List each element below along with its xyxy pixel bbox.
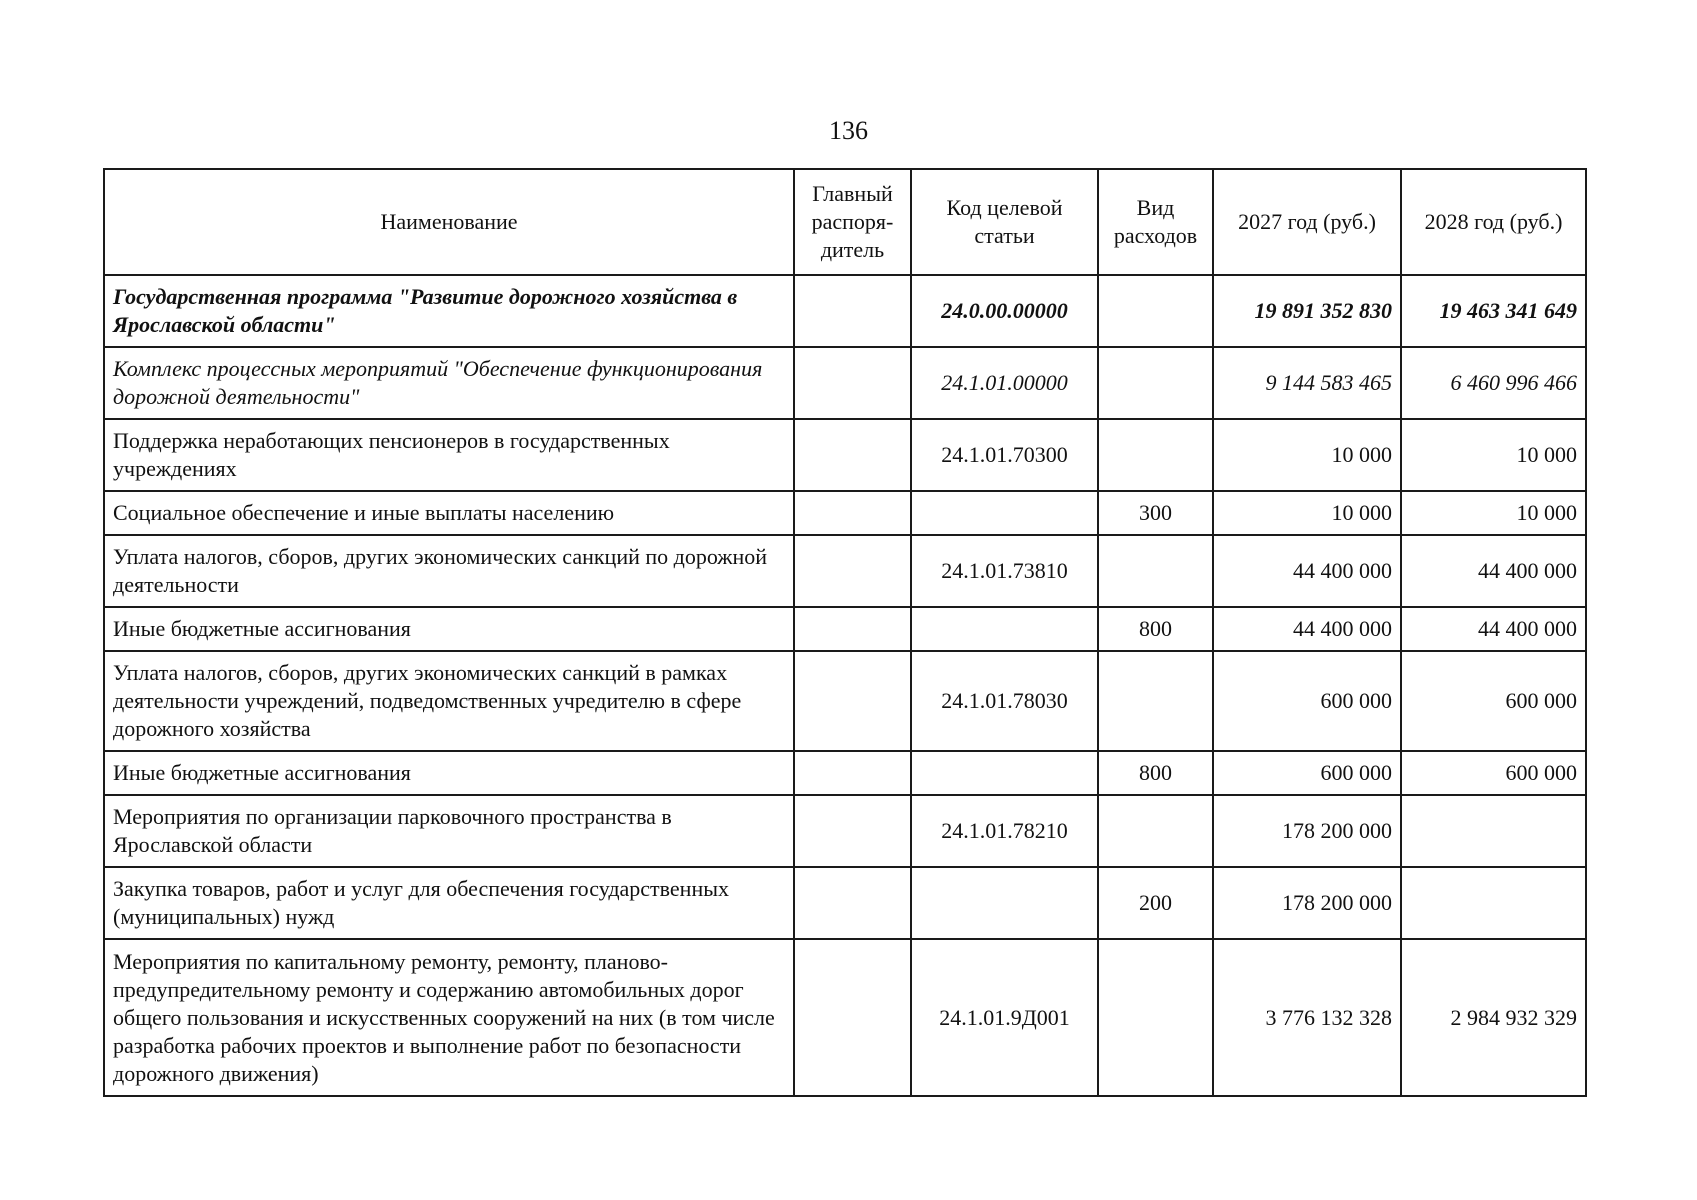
table-row [104, 607, 1586, 651]
cell-manager [794, 491, 911, 535]
table-row [104, 651, 1586, 751]
header-type: Вид расходов [1098, 169, 1213, 275]
cell-2027: 10 000 [1213, 419, 1401, 491]
cell-type: 800 [1098, 607, 1213, 651]
page-number: 136 [829, 116, 868, 145]
header-name: Наименование [104, 169, 794, 275]
cell-code: 24.1.01.00000 [911, 347, 1098, 419]
cell-2028: 6 460 996 466 [1401, 347, 1586, 419]
cell-type [1098, 275, 1213, 347]
cell-manager [794, 867, 911, 939]
cell-manager [794, 795, 911, 867]
cell-manager [794, 275, 911, 347]
cell-manager [794, 651, 911, 751]
cell-code [911, 751, 1098, 795]
cell-2027: 600 000 [1213, 751, 1401, 795]
table-row [104, 275, 1586, 347]
cell-name: Мероприятия по капитальному ремонту, ремонту, планово-предупредительному ремонту и содержанию автомобильных дорог общего пользования и искусственных сооружений на них (в том числе разработка рабочих проектов и выполнение работ по безопасности дорожного движения) [104, 939, 794, 1096]
cell-type [1098, 939, 1213, 1096]
cell-2027: 178 200 000 [1213, 795, 1401, 867]
cell-name: Социальное обеспечение и иные выплаты населению [104, 491, 794, 535]
table-row [104, 347, 1586, 419]
cell-2028: 44 400 000 [1401, 535, 1586, 607]
cell-type [1098, 347, 1213, 419]
cell-name: Закупка товаров, работ и услуг для обеспечения государственных (муниципальных) нужд [104, 867, 794, 939]
cell-name: Уплата налогов, сборов, других экономических санкций по дорожной деятельности [104, 535, 794, 607]
cell-type [1098, 651, 1213, 751]
cell-2027: 9 144 583 465 [1213, 347, 1401, 419]
table-row [104, 795, 1586, 867]
cell-2027: 3 776 132 328 [1213, 939, 1401, 1096]
cell-type [1098, 419, 1213, 491]
cell-type [1098, 795, 1213, 867]
cell-manager [794, 939, 911, 1096]
cell-manager [794, 607, 911, 651]
header-2027: 2027 год (руб.) [1213, 169, 1401, 275]
cell-code: 24.1.01.73810 [911, 535, 1098, 607]
table-row [104, 939, 1586, 1096]
cell-2028: 10 000 [1401, 419, 1586, 491]
cell-code [911, 867, 1098, 939]
cell-2028: 2 984 932 329 [1401, 939, 1586, 1096]
cell-code [911, 607, 1098, 651]
cell-2028: 10 000 [1401, 491, 1586, 535]
cell-name: Поддержка неработающих пенсионеров в государственных учреждениях [104, 419, 794, 491]
cell-type: 200 [1098, 867, 1213, 939]
cell-2028: 44 400 000 [1401, 607, 1586, 651]
cell-name: Комплекс процессных мероприятий "Обеспечение функционирования дорожной деятельности" [104, 347, 794, 419]
cell-manager [794, 419, 911, 491]
cell-2027: 178 200 000 [1213, 867, 1401, 939]
cell-type: 800 [1098, 751, 1213, 795]
table-row [104, 419, 1586, 491]
cell-2027: 44 400 000 [1213, 607, 1401, 651]
header-code: Код целевой статьи [911, 169, 1098, 275]
cell-2027: 19 891 352 830 [1213, 275, 1401, 347]
cell-manager [794, 751, 911, 795]
cell-code [911, 491, 1098, 535]
cell-name: Мероприятия по организации парковочного пространства в Ярославской области [104, 795, 794, 867]
cell-2027: 44 400 000 [1213, 535, 1401, 607]
header-2028: 2028 год (руб.) [1401, 169, 1586, 275]
cell-type: 300 [1098, 491, 1213, 535]
cell-code: 24.1.01.70300 [911, 419, 1098, 491]
table-row [104, 491, 1586, 535]
table-row [104, 751, 1586, 795]
cell-type [1098, 535, 1213, 607]
cell-2028 [1401, 867, 1586, 939]
cell-2027: 10 000 [1213, 491, 1401, 535]
table-row [104, 867, 1586, 939]
table-header-row [104, 169, 1586, 275]
cell-manager [794, 347, 911, 419]
table-row [104, 535, 1586, 607]
cell-name: Государственная программа "Развитие дорожного хозяйства в Ярославской области" [104, 275, 794, 347]
cell-2028: 19 463 341 649 [1401, 275, 1586, 347]
cell-code: 24.1.01.78210 [911, 795, 1098, 867]
cell-manager [794, 535, 911, 607]
cell-2028: 600 000 [1401, 751, 1586, 795]
cell-code: 24.1.01.9Д001 [911, 939, 1098, 1096]
budget-table [103, 168, 1587, 1097]
cell-name: Иные бюджетные ассигнования [104, 751, 794, 795]
cell-code: 24.1.01.78030 [911, 651, 1098, 751]
cell-name: Иные бюджетные ассигнования [104, 607, 794, 651]
cell-2028 [1401, 795, 1586, 867]
cell-2027: 600 000 [1213, 651, 1401, 751]
cell-code: 24.0.00.00000 [911, 275, 1098, 347]
header-manager: Главный распоря-дитель [794, 169, 911, 275]
cell-name: Уплата налогов, сборов, других экономических санкций в рамках деятельности учреждений, подведомственных учредителю в сфере дорожного хозяйства [104, 651, 794, 751]
cell-2028: 600 000 [1401, 651, 1586, 751]
